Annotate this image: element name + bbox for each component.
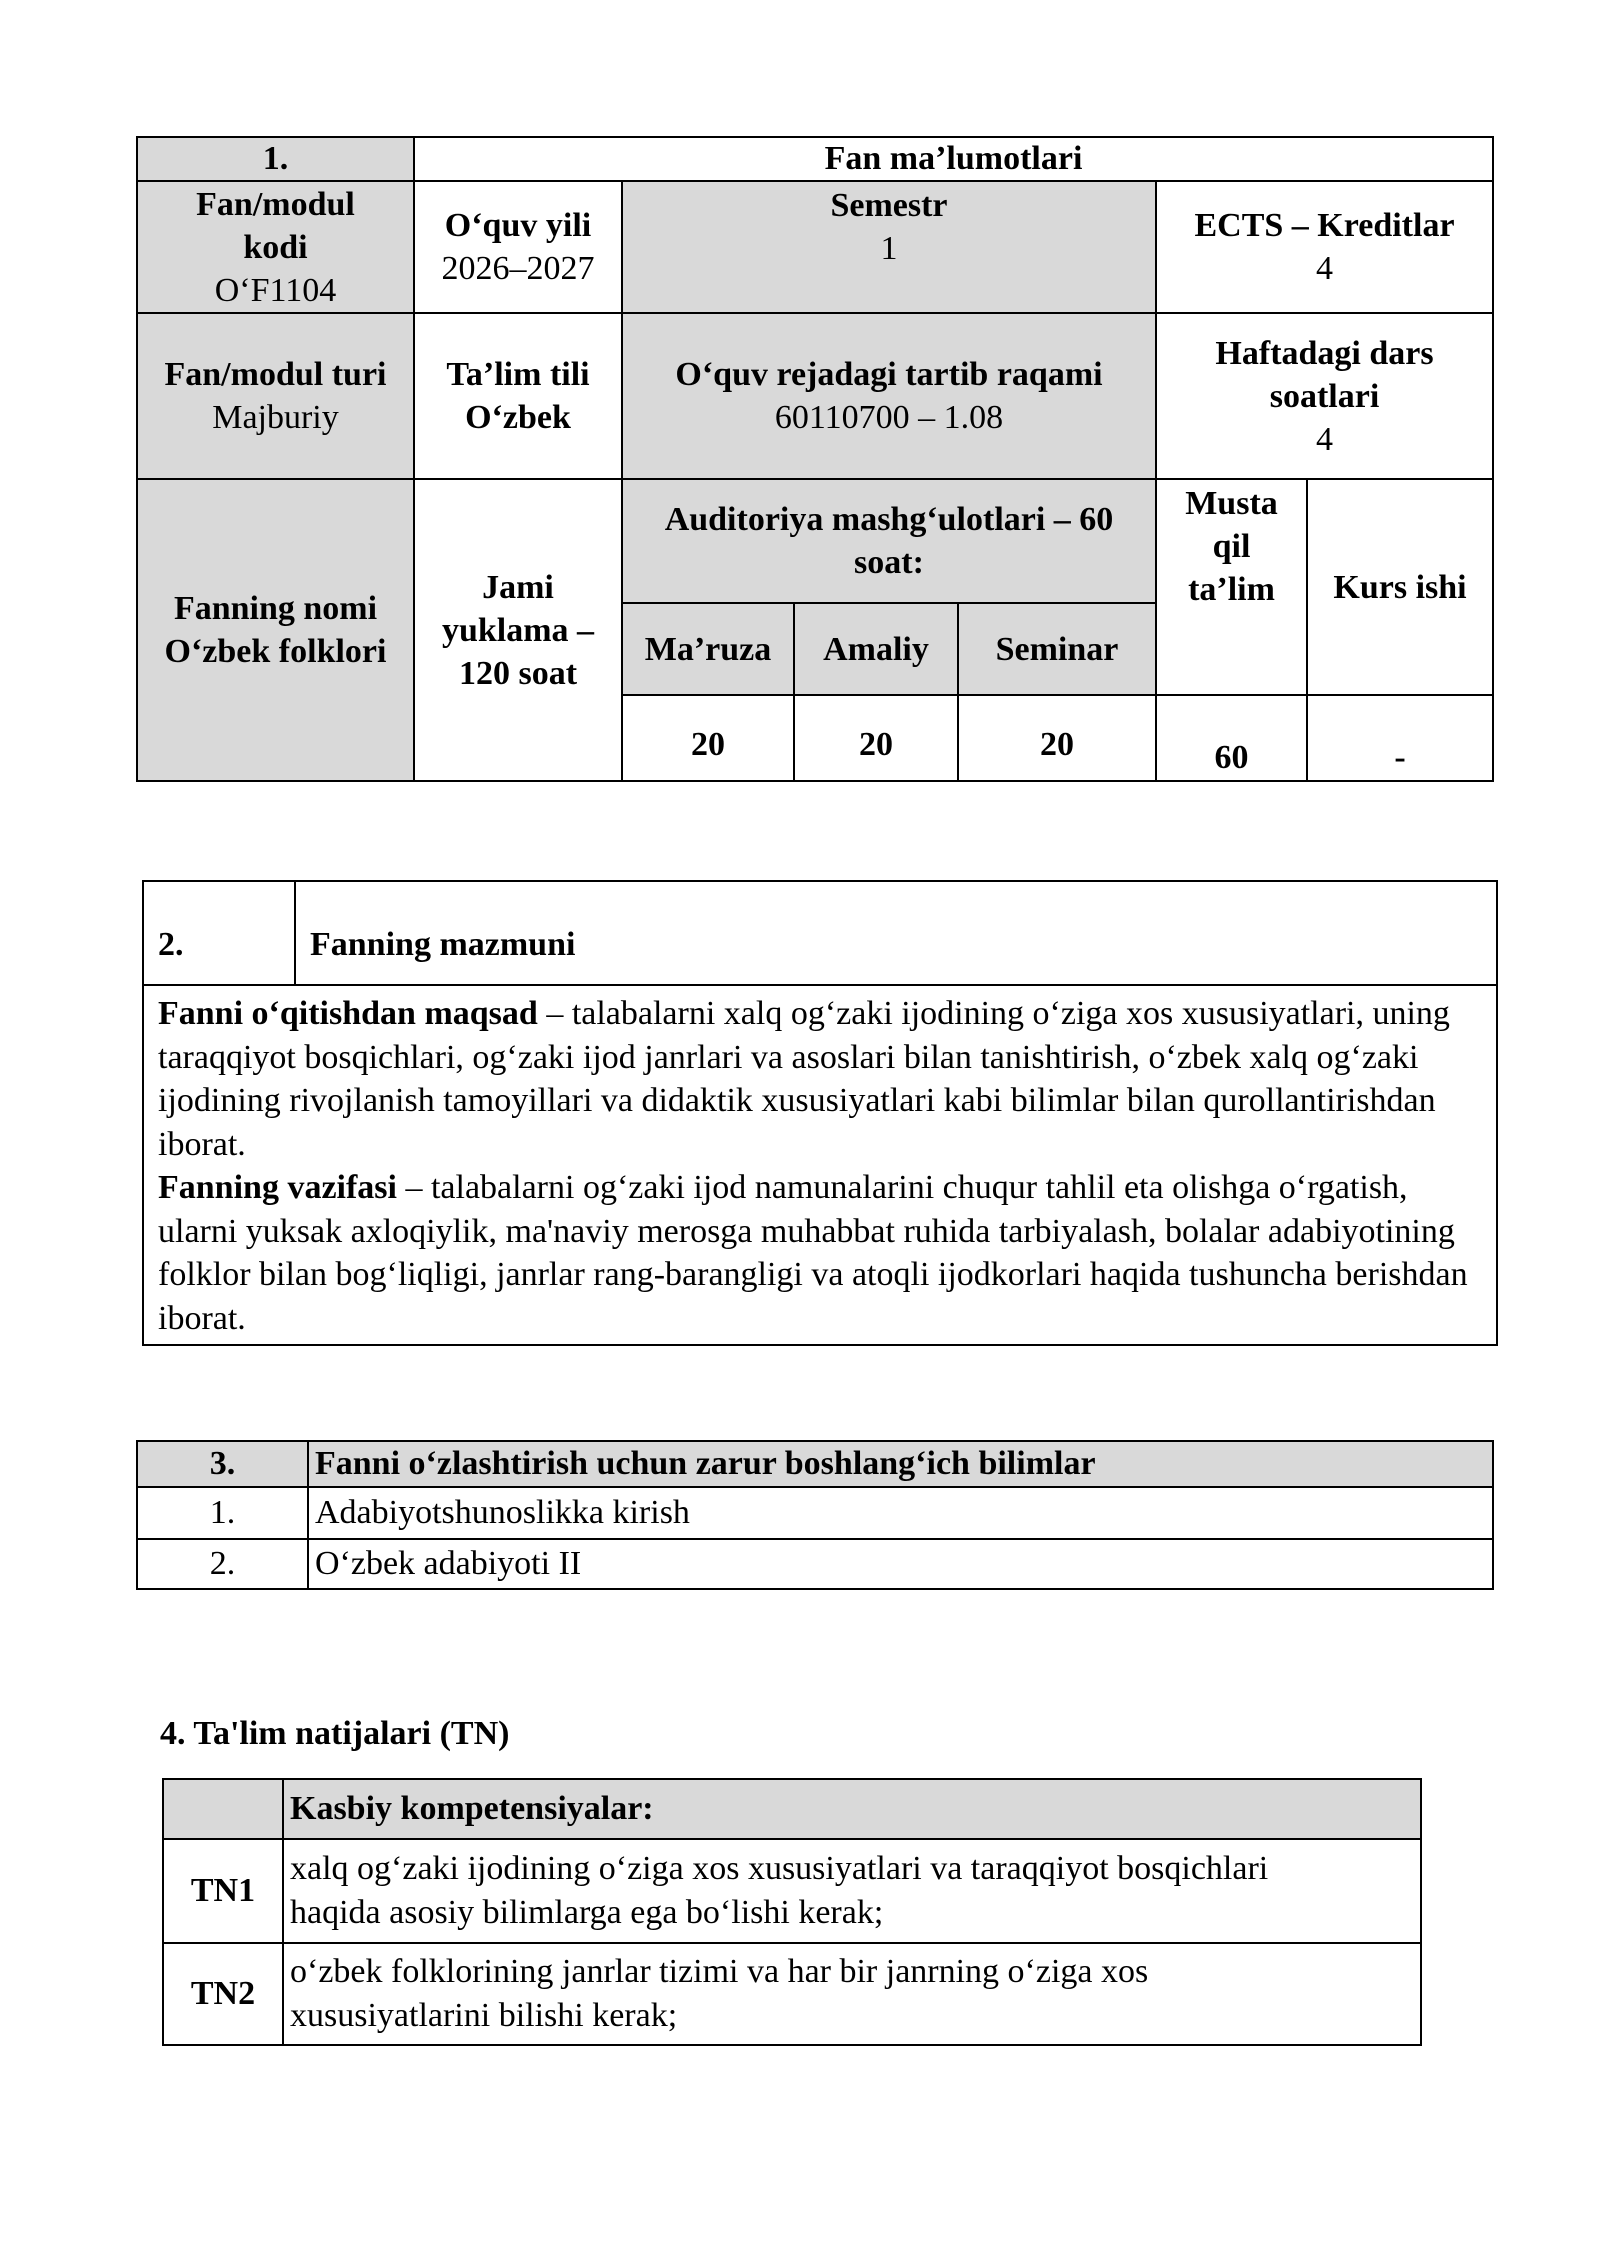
module-type-value: Majburiy bbox=[212, 399, 339, 436]
ects-cell bbox=[1156, 181, 1493, 313]
academic-year-label: O‘quv yili bbox=[444, 207, 592, 244]
auditorium-cell bbox=[622, 479, 1156, 603]
course-goal-paragraph bbox=[158, 992, 1482, 1166]
academic-year-cell bbox=[414, 181, 622, 313]
course-goal-label: Fanni o‘qitishdan maqsad bbox=[158, 995, 538, 1032]
list-item bbox=[137, 1539, 1493, 1589]
weekly-hours-label: Haftadagi dars bbox=[1215, 334, 1434, 372]
outcome-code: TN2 bbox=[163, 1943, 283, 2045]
ects-value: 4 bbox=[1316, 250, 1334, 287]
learning-outcomes-table bbox=[162, 1778, 1422, 2046]
outcome-code: TN1 bbox=[163, 1839, 283, 1943]
course-work-label: Kurs ishi bbox=[1307, 479, 1493, 695]
academic-year-value: 2026–2027 bbox=[441, 250, 595, 287]
outcome-text bbox=[283, 1943, 1421, 2045]
section-number: 1. bbox=[137, 137, 414, 181]
section-title: Fanni o‘zlashtirish uchun zarur boshlang‘ich bilimlar bbox=[308, 1441, 1493, 1487]
outcome-text-line-2: xususiyatlarini bilishi kerak; bbox=[290, 1997, 678, 2034]
competencies-header: Kasbiy kompetensiyalar: bbox=[283, 1779, 1421, 1839]
module-code-label-2: kodi bbox=[243, 228, 308, 266]
total-load-line-3: 120 soat bbox=[458, 654, 578, 692]
weekly-hours-label-2: soatlari bbox=[1269, 377, 1380, 415]
independent-study-line-3: ta’lim bbox=[1188, 571, 1275, 608]
module-type-label: Fan/modul turi bbox=[164, 356, 387, 393]
seminar-hours: 20 bbox=[958, 695, 1156, 781]
total-load-line-1: Jami bbox=[482, 568, 554, 606]
header-empty-cell bbox=[163, 1779, 283, 1839]
section-number: 3. bbox=[137, 1441, 308, 1487]
prerequisite-text: O‘zbek adabiyoti II bbox=[308, 1539, 1493, 1589]
course-work-value: - bbox=[1307, 695, 1493, 781]
curriculum-order-label: O‘quv rejadagi tartib raqami bbox=[675, 356, 1103, 393]
course-name-value: O‘zbek folklori bbox=[164, 633, 387, 670]
weekly-hours-value: 4 bbox=[1316, 420, 1334, 458]
course-task-label: Fanning vazifasi bbox=[158, 1169, 397, 1206]
practice-label: Amaliy bbox=[794, 603, 958, 695]
outcome-text-line-2: haqida asosiy bilimlarga ega bo‘lishi kerak; bbox=[290, 1894, 884, 1931]
independent-study-cell bbox=[1156, 479, 1307, 695]
prerequisite-number: 1. bbox=[137, 1487, 308, 1539]
auditorium-line-1: Auditoriya mashg‘ulotlari – 60 bbox=[664, 501, 1114, 538]
section-title: Fan ma’lumotlari bbox=[414, 137, 1493, 181]
independent-study-hours: 60 bbox=[1156, 695, 1307, 781]
module-code-cell bbox=[137, 181, 414, 313]
language-cell bbox=[414, 313, 622, 479]
course-goal-text: – talabalarni xalq og‘zaki ijodining o‘ziga xos xususiyatlari, uning taraqqiyot bosqichlari, og‘zaki ijod janrlari va asoslari bilan tanishtirish, o‘zbek xalq og‘zaki ijodining rivojlanish tamoyillari va didaktik xususiyatlari kabi bilimlar bilan qurollantirishdan iborat. bbox=[158, 995, 1450, 1163]
prerequisite-number: 2. bbox=[137, 1539, 308, 1589]
language-value: O‘zbek bbox=[465, 399, 571, 436]
course-name-cell bbox=[137, 479, 414, 781]
course-task-paragraph bbox=[158, 1166, 1482, 1340]
prerequisite-text: Adabiyotshunoslikka kirish bbox=[308, 1487, 1493, 1539]
module-type-cell bbox=[137, 313, 414, 479]
section-title: Fanning mazmuni bbox=[295, 881, 1497, 985]
curriculum-order-value: 60110700 – 1.08 bbox=[774, 399, 1004, 436]
language-label: Ta’lim tili bbox=[446, 356, 590, 393]
table-row bbox=[163, 1839, 1421, 1943]
lecture-hours: 20 bbox=[622, 695, 794, 781]
weekly-hours-cell bbox=[1156, 313, 1493, 479]
auditorium-line-2: soat: bbox=[854, 544, 924, 581]
prerequisites-table bbox=[136, 1440, 1494, 1590]
practice-hours: 20 bbox=[794, 695, 958, 781]
lecture-label: Ma’ruza bbox=[622, 603, 794, 695]
course-info-table bbox=[136, 136, 1494, 782]
section-number: 2. bbox=[143, 881, 295, 985]
course-content-table bbox=[142, 880, 1498, 1346]
total-load-cell bbox=[414, 479, 622, 781]
outcome-text bbox=[283, 1839, 1421, 1943]
independent-study-line-1: Musta bbox=[1185, 485, 1278, 522]
outcome-text-line-1: o‘zbek folklorining janrlar tizimi va har bir janrning o‘ziga xos bbox=[290, 1953, 1149, 1990]
semester-label: Semestr bbox=[830, 187, 948, 224]
module-code-value: O‘F1104 bbox=[214, 271, 337, 309]
course-name-label: Fanning nomi bbox=[173, 590, 378, 627]
semester-value: 1 bbox=[880, 230, 898, 267]
seminar-label: Seminar bbox=[958, 603, 1156, 695]
course-task-text: – talabalarni og‘zaki ijod namunalarini chuqur tahlil eta olishga o‘rgatish, ularni yuksak axloqiylik, ma'naviy merosga muhabbat ruhida tarbiyalash, bolalar adabiyotining folklor bilan bog‘liqligi, janrlar rang-barangligi va atoqli ijodkorlari haqida tushuncha berishdan iborat. bbox=[158, 1169, 1468, 1337]
learning-outcomes-heading: 4. Ta'lim natijalari (TN) bbox=[160, 1715, 510, 1752]
curriculum-order-cell bbox=[622, 313, 1156, 479]
course-content-body bbox=[143, 985, 1497, 1345]
total-load-line-2: yuklama – bbox=[441, 611, 595, 649]
outcome-text-line-1: xalq og‘zaki ijodining o‘ziga xos xususiyatlari va taraqqiyot bosqichlari bbox=[290, 1850, 1269, 1887]
ects-label: ECTS – Kreditlar bbox=[1194, 207, 1455, 244]
independent-study-line-2: qil bbox=[1212, 528, 1251, 565]
list-item bbox=[137, 1487, 1493, 1539]
semester-cell bbox=[622, 181, 1156, 313]
table-row bbox=[163, 1943, 1421, 2045]
module-code-label: Fan/modul bbox=[196, 185, 355, 223]
